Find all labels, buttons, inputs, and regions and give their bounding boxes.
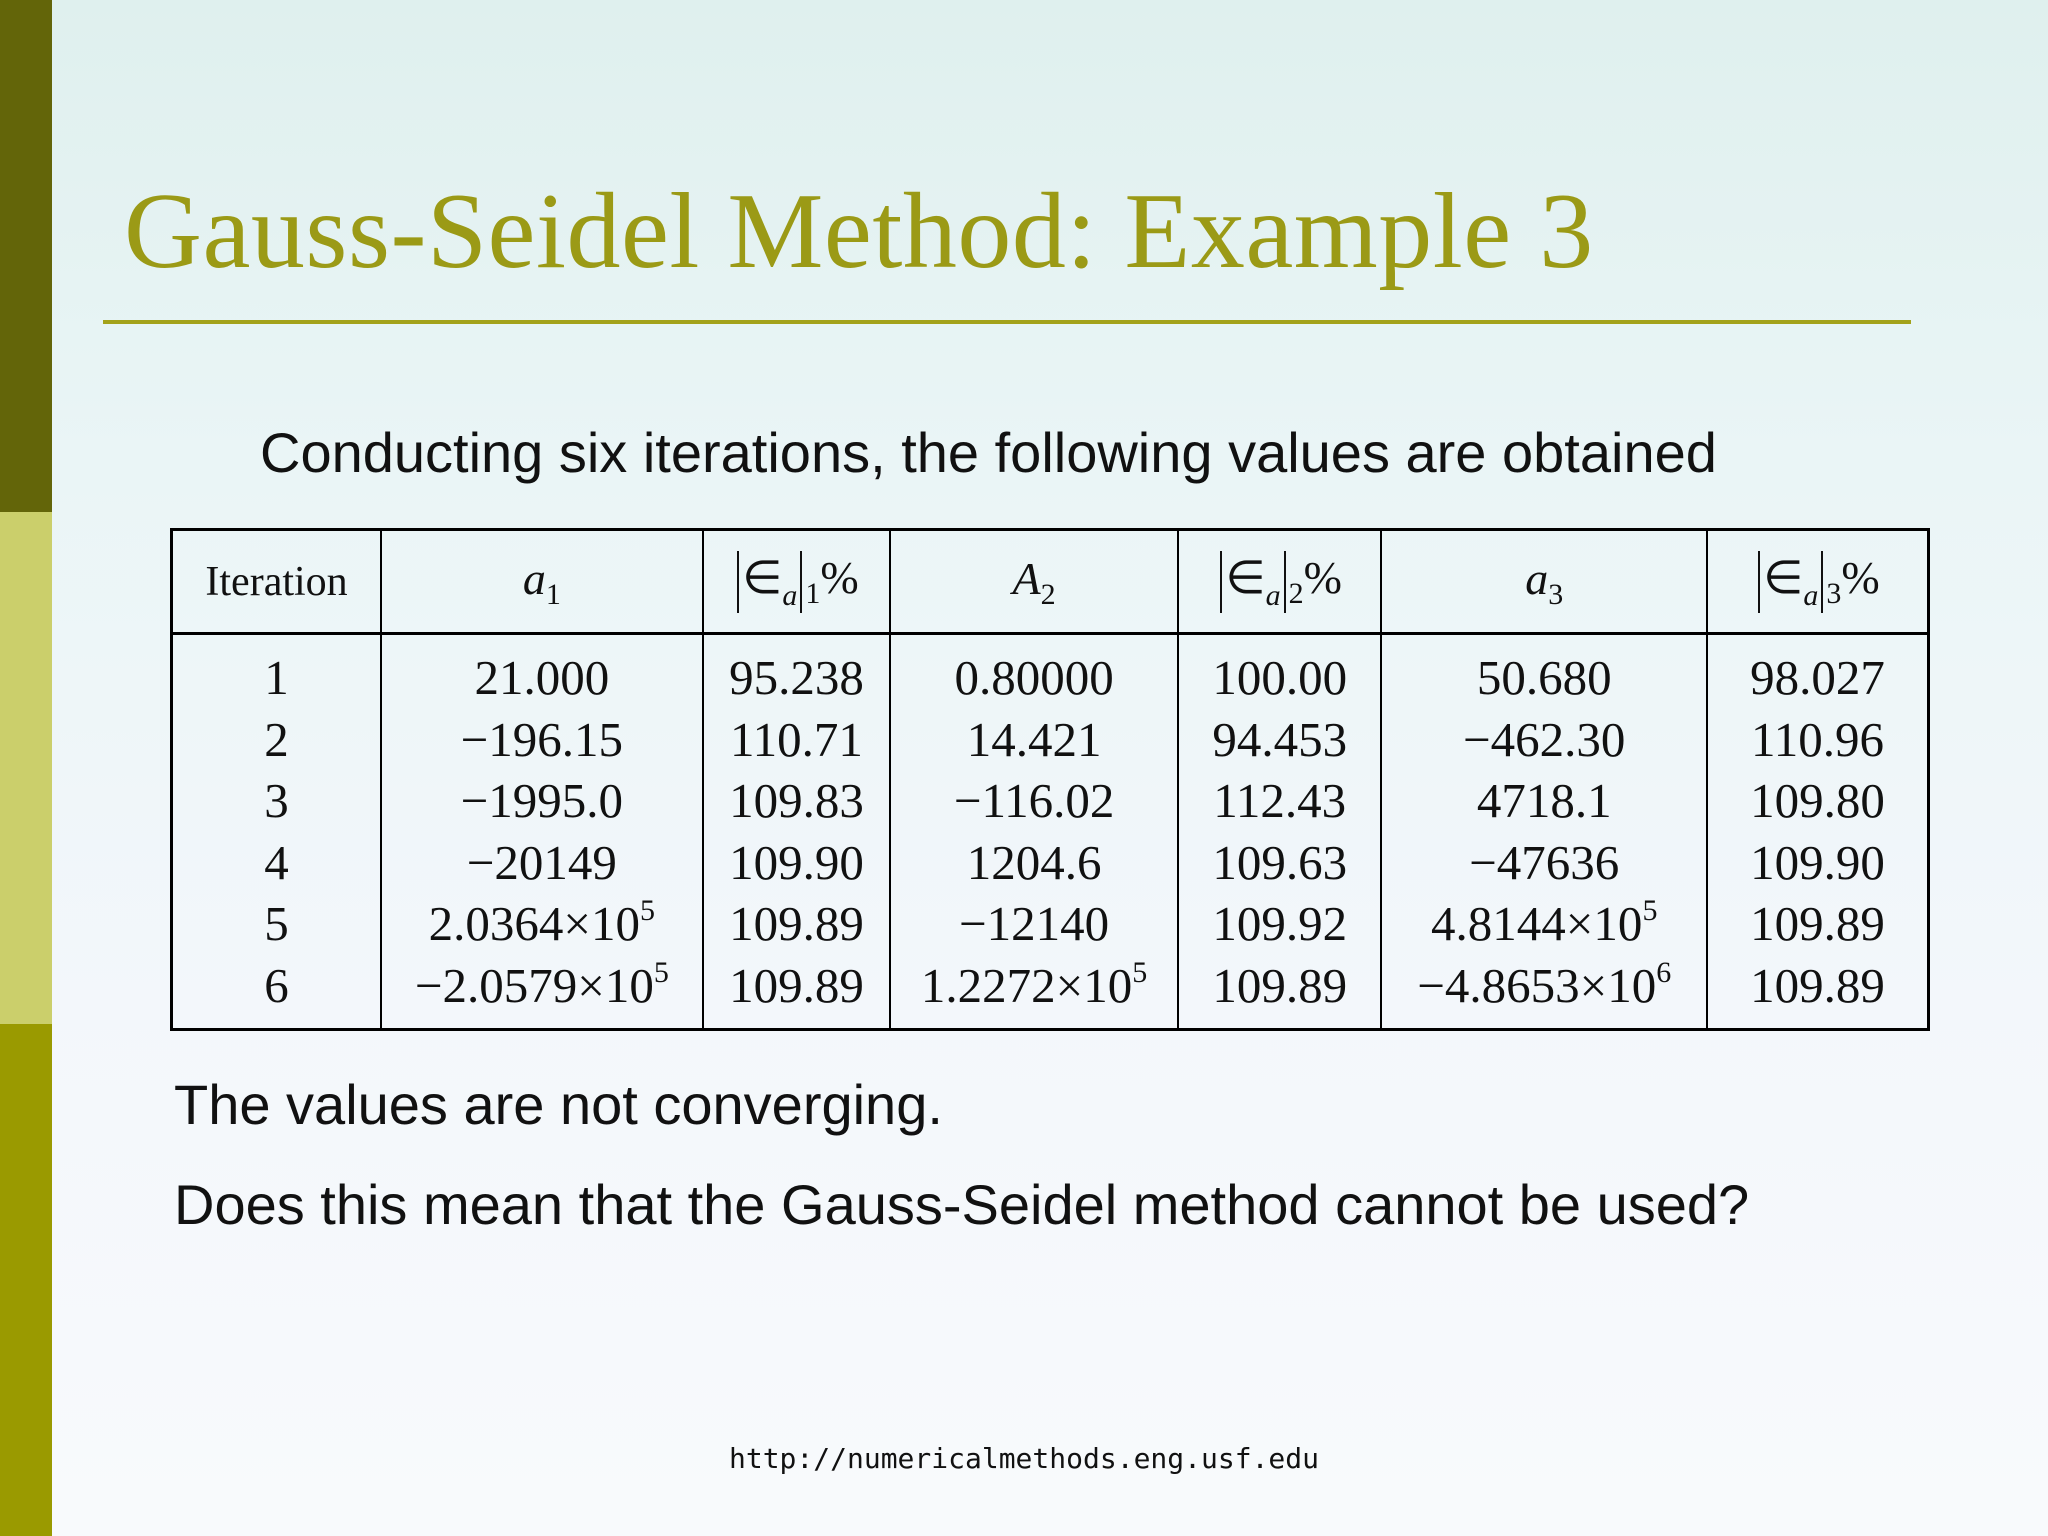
cell-error-a3: 109.89 bbox=[1707, 893, 1928, 955]
header-a3: $a_3$ bbox=[1381, 530, 1707, 634]
table-row bbox=[172, 832, 1929, 894]
cell-error-a3: 109.89 bbox=[1707, 955, 1928, 1030]
table-row bbox=[172, 709, 1929, 771]
header-iteration: Iteration bbox=[172, 530, 382, 634]
header-a2: $A_2$ bbox=[890, 530, 1178, 634]
cell-a1: $2.0364\times 10^5$ bbox=[381, 893, 703, 955]
cell-a3: −462.30 bbox=[1381, 709, 1707, 771]
cell-error-a2: 94.453 bbox=[1178, 709, 1382, 771]
cell-a1: −1995.0 bbox=[381, 770, 703, 832]
cell-error-a3: 109.80 bbox=[1707, 770, 1928, 832]
cell-error-a1: 109.89 bbox=[703, 955, 891, 1030]
iteration-results-table bbox=[170, 528, 1930, 1031]
cell-error-a2: 100.00 bbox=[1178, 634, 1382, 709]
cell-error-a3: 98.027 bbox=[1707, 634, 1928, 709]
header-a1: $a_1$ bbox=[381, 530, 703, 634]
convergence-note: The values are not converging. bbox=[174, 1073, 943, 1136]
cell-a3: 50.680 bbox=[1381, 634, 1707, 709]
cell-a1: $-2.0579\times 10^5$ bbox=[381, 955, 703, 1030]
cell-a2: −12140 bbox=[890, 893, 1178, 955]
header-error-a1: $\in_a$ $_1$% bbox=[703, 530, 891, 634]
cell-a1: 21.000 bbox=[381, 634, 703, 709]
cell-error-a1: 109.89 bbox=[703, 893, 891, 955]
cell-a2: 14.421 bbox=[890, 709, 1178, 771]
intro-text: Conducting six iterations, the following values are obtained bbox=[260, 421, 1717, 484]
cell-error-a1: 109.90 bbox=[703, 832, 891, 894]
table-row bbox=[172, 955, 1929, 1030]
cell-error-a2: 112.43 bbox=[1178, 770, 1382, 832]
header-error-a2: $\in_a$ $_2$% bbox=[1178, 530, 1382, 634]
cell-a2: $1.2272\times 10^5$ bbox=[890, 955, 1178, 1030]
cell-error-a3: 109.90 bbox=[1707, 832, 1928, 894]
cell-error-a1: 95.238 bbox=[703, 634, 891, 709]
cell-a2: −116.02 bbox=[890, 770, 1178, 832]
question-text: Does this mean that the Gauss-Seidel method cannot be used? bbox=[174, 1173, 1750, 1236]
side-bar-segment-light bbox=[0, 512, 52, 1024]
cell-a2: 0.80000 bbox=[890, 634, 1178, 709]
header-error-a3: $\in_a$ $_3$% bbox=[1707, 530, 1928, 634]
table-row bbox=[172, 634, 1929, 709]
cell-iteration: 3 bbox=[172, 770, 382, 832]
cell-a3: −47636 bbox=[1381, 832, 1707, 894]
cell-error-a1: 110.71 bbox=[703, 709, 891, 771]
cell-error-a3: 110.96 bbox=[1707, 709, 1928, 771]
cell-error-a2: 109.89 bbox=[1178, 955, 1382, 1030]
cell-iteration: 6 bbox=[172, 955, 382, 1030]
cell-a3: $4.8144\times 10^5$ bbox=[1381, 893, 1707, 955]
cell-error-a1: 109.83 bbox=[703, 770, 891, 832]
table-header-row bbox=[172, 530, 1929, 634]
cell-error-a2: 109.63 bbox=[1178, 832, 1382, 894]
cell-a3: $-4.8653\times 10^6$ bbox=[1381, 955, 1707, 1030]
cell-iteration: 5 bbox=[172, 893, 382, 955]
cell-iteration: 1 bbox=[172, 634, 382, 709]
title-underline bbox=[103, 320, 1911, 324]
cell-a2: 1204.6 bbox=[890, 832, 1178, 894]
cell-a1: −20149 bbox=[381, 832, 703, 894]
table-row bbox=[172, 770, 1929, 832]
side-accent-bar bbox=[0, 0, 52, 1536]
cell-a1: −196.15 bbox=[381, 709, 703, 771]
cell-iteration: 2 bbox=[172, 709, 382, 771]
footer-url: http://numericalmethods.eng.usf.edu bbox=[728, 1442, 1319, 1475]
cell-error-a2: 109.92 bbox=[1178, 893, 1382, 955]
table-row bbox=[172, 893, 1929, 955]
cell-iteration: 4 bbox=[172, 832, 382, 894]
cell-a3: 4718.1 bbox=[1381, 770, 1707, 832]
side-bar-segment-dark bbox=[0, 0, 52, 512]
slide-title: Gauss-Seidel Method: Example 3 bbox=[124, 172, 1594, 291]
